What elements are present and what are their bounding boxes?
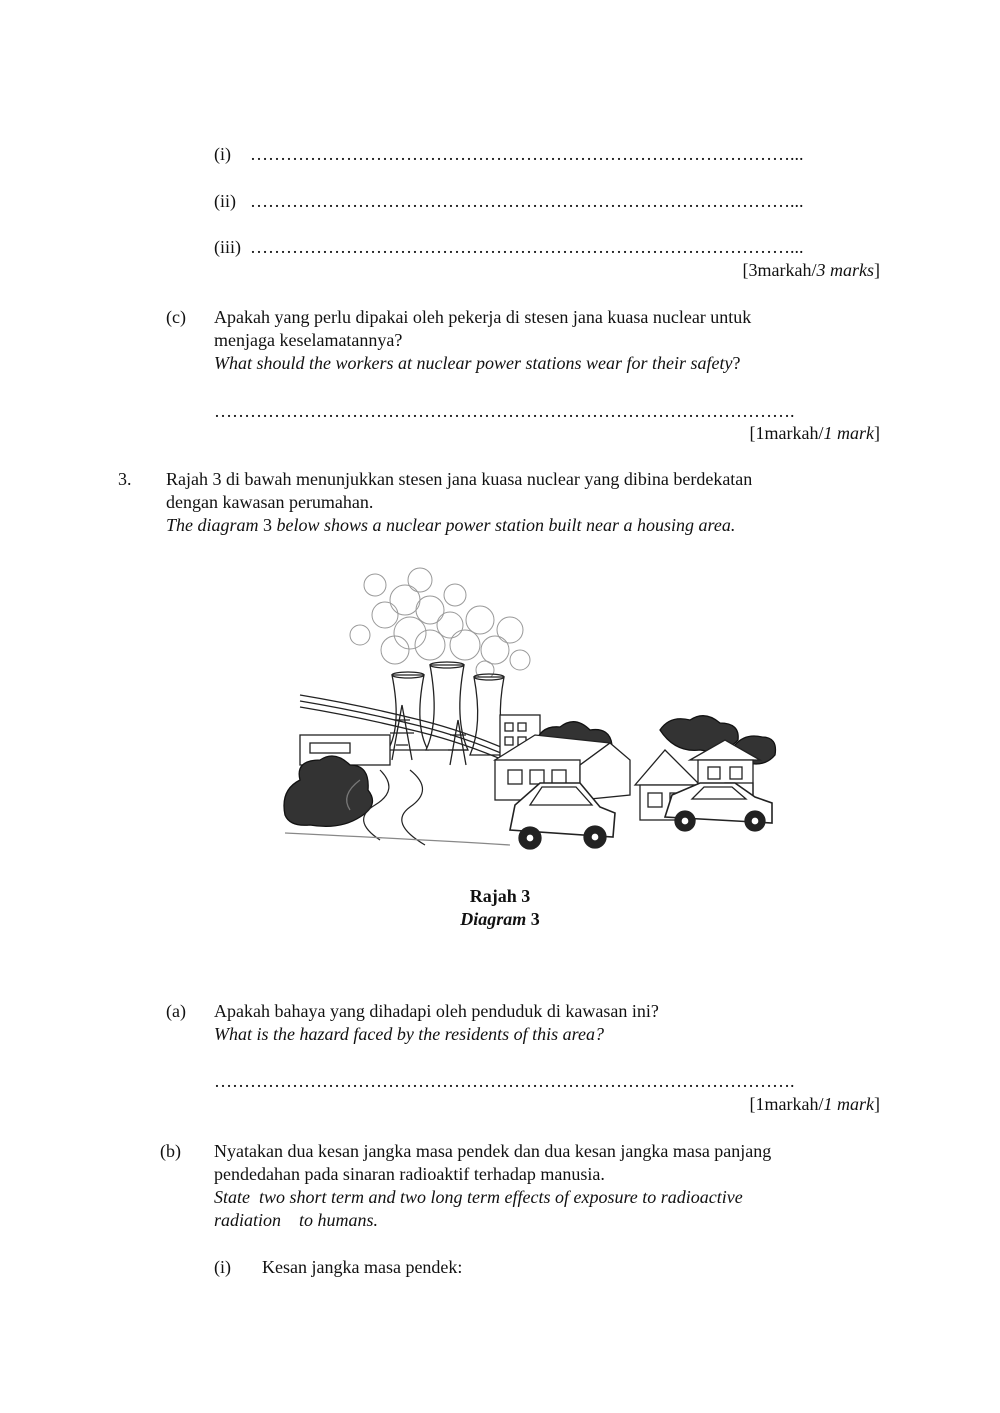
marks-label: [1markah/1 mark] xyxy=(749,1094,880,1114)
nuclear-plant-illustration xyxy=(280,555,780,855)
answer-label: (iii) xyxy=(214,237,241,257)
answer-line-iii[interactable] xyxy=(214,236,241,259)
diagram-caption-ms: Rajah 3 xyxy=(469,886,531,906)
question-text: Apakah yang perlu dipakai oleh pekerja di stesen jana kuasa nuclear untuk menjaga keselamatannya? What should the workers at nuclear power stations wear for their safety? xyxy=(214,307,752,373)
question-text: Nyatakan dua kesan jangka masa pendek dan dua kesan jangka masa panjang pendedahan pada sinaran radioaktif terhadap manusia. State two short term and two long term effects of exposure to radioactive radiation to humans. xyxy=(214,1141,772,1230)
question-text: Apakah bahaya yang dihadapi oleh penduduk di kawasan ini? What is the hazard faced by the residents of this area? xyxy=(214,1001,659,1044)
answer-dots[interactable]: ………………………………………………………………………………... xyxy=(250,144,804,164)
answer-dots[interactable]: ………………………………………………………………………………... xyxy=(250,237,804,257)
answer-label: (ii) xyxy=(214,191,236,211)
marks-label: [1markah/1 mark] xyxy=(749,423,880,443)
question-text: Rajah 3 di bawah menunjukkan stesen jana kuasa nuclear yang dibina berdekatan dengan kawasan perumahan. The diagram 3 below shows a nuclear power station built near a housing area. xyxy=(166,469,753,535)
answer-line-i[interactable] xyxy=(214,143,231,166)
question-label: (b) xyxy=(160,1141,181,1161)
answer-dots[interactable]: ………………………………………………………………………………... xyxy=(250,191,804,211)
sub-question-label: (i) xyxy=(214,1257,231,1277)
marks-label: [3markah/3 marks] xyxy=(742,260,880,280)
answer-line[interactable]: ……………………………………………………………………………………. xyxy=(214,401,795,421)
sub-question-text: Kesan jangka masa pendek: xyxy=(262,1257,463,1277)
diagram-caption-en: Diagram 3 xyxy=(460,909,540,929)
question-label: (a) xyxy=(166,1001,186,1021)
question-label: (c) xyxy=(166,307,186,327)
answer-line-ii[interactable] xyxy=(214,190,236,213)
answer-label: (i) xyxy=(214,144,231,164)
answer-line[interactable]: ……………………………………………………………………………………. xyxy=(214,1071,795,1091)
question-number: 3. xyxy=(118,469,132,489)
